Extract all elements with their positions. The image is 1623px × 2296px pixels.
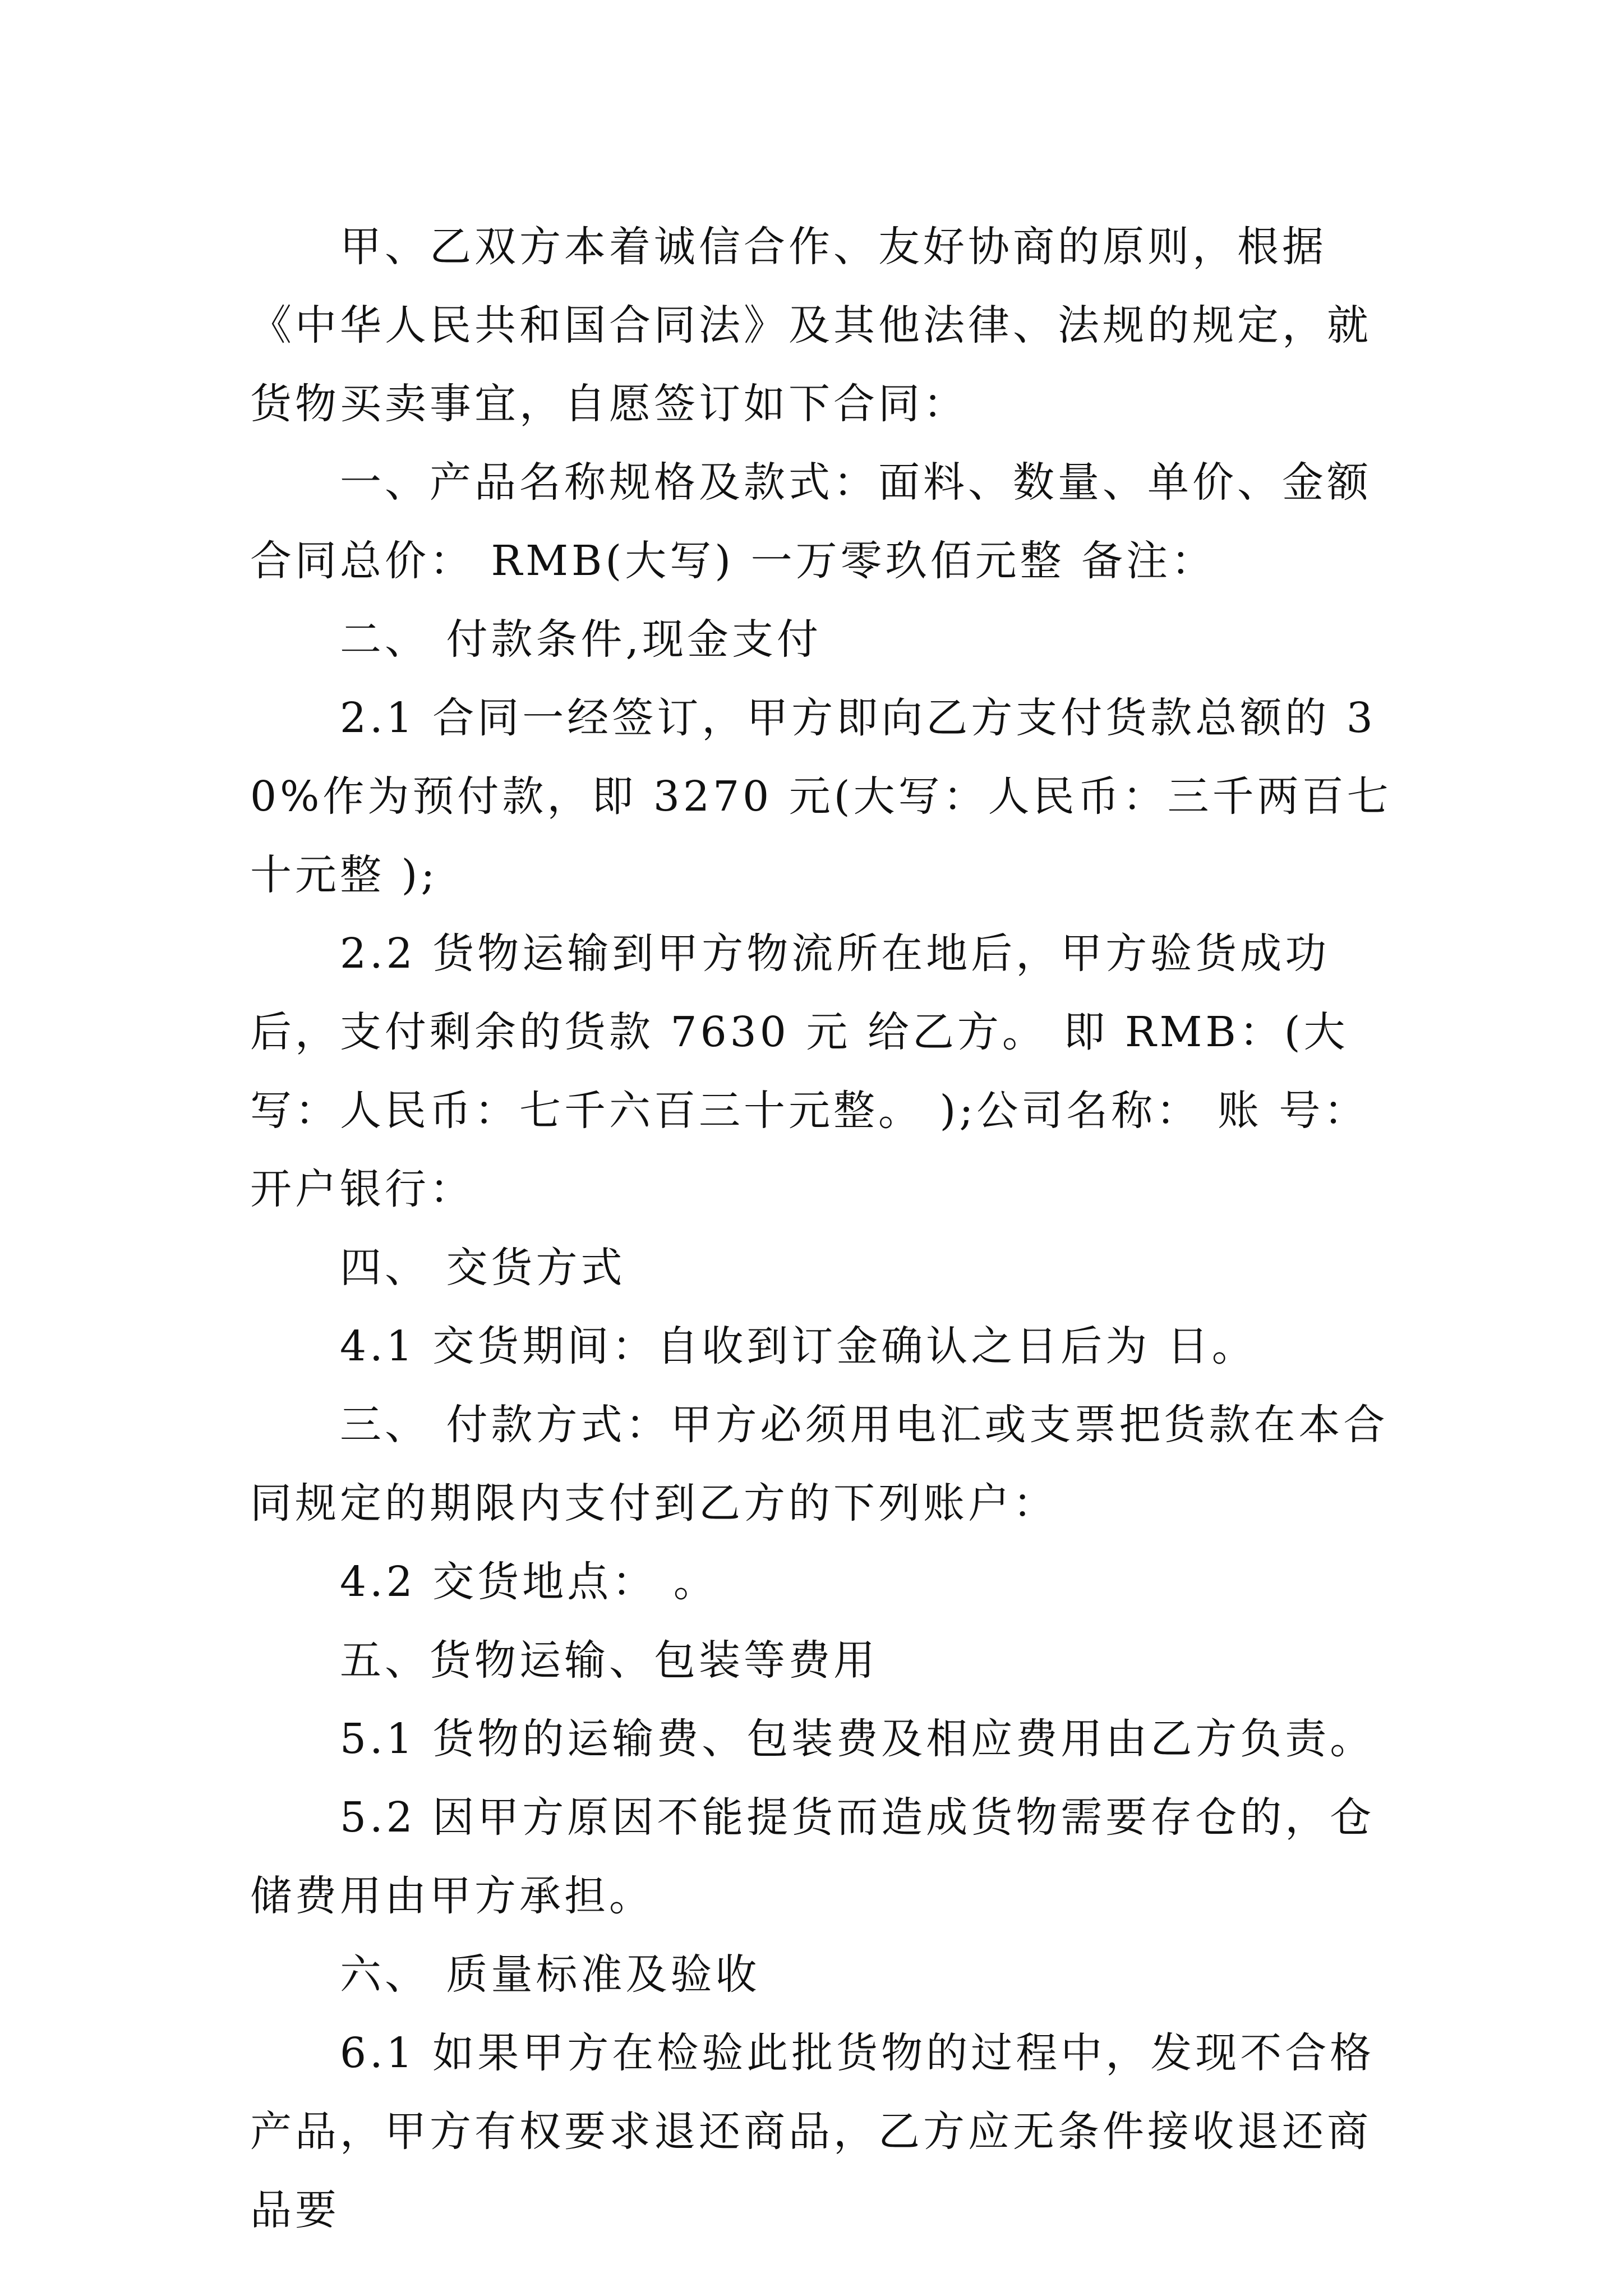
paragraph-clause-2-2: 2.2 货物运输到甲方物流所在地后，甲方验货成功后，支付剩余的货款 7630 元 给乙方。 即 RMB：(大写：人民币：七千六百三十元整。 );公司名称： 账 号：开户银行： bbox=[250, 930, 1369, 1213]
paragraph-clause-5-1: 5.1 货物的运输费、包装费及相应费用由乙方负责。 bbox=[340, 1715, 1375, 1763]
paragraph-clause-5-2: 5.2 因甲方原因不能提货而造成货物需要存仓的，仓储费用由甲方承担。 bbox=[250, 1793, 1375, 1920]
paragraph-clause-4-1: 4.1 交货期间：自收到订金确认之日后为 日。 bbox=[340, 1322, 1257, 1370]
paragraph-clause-2-1: 2.1 合同一经签订，甲方即向乙方支付货款总额的 30%作为预付款，即 3270 元(大写：人民币：三千两百七十元整 ); bbox=[250, 694, 1392, 899]
paragraph-section-6-heading: 六、 质量标准及验收 bbox=[340, 1950, 760, 1999]
paragraph-section-4-heading: 四、 交货方式 bbox=[340, 1244, 626, 1292]
contract-body bbox=[250, 208, 1394, 2249]
paragraph-section-1: 一、产品名称规格及款式：面料、数量、单价、金额合同总价： RMB(大写) 一万零玖佰元整 备注： bbox=[250, 458, 1372, 585]
paragraph-section-3: 三、 付款方式：甲方必须用电汇或支票把货款在本合同规定的期限内支付到乙方的下列账户： bbox=[250, 1401, 1389, 1527]
paragraph-clause-6-1: 6.1 如果甲方在检验此批货物的过程中，发现不合格产品，甲方有权要求退还商品，乙方应无条件接收退还商品要 bbox=[250, 2029, 1375, 2234]
paragraph-section-5-heading: 五、货物运输、包装等费用 bbox=[340, 1636, 878, 1685]
paragraph-preamble: 甲、乙双方本着诚信合作、友好协商的原则，根据《中华人民共和国合同法》及其他法律、法规的规定，就货物买卖事宜，自愿签订如下合同： bbox=[250, 223, 1372, 428]
paragraph-section-2-heading: 二、 付款条件,现金支付 bbox=[340, 615, 822, 664]
paragraph-clause-4-2: 4.2 交货地点： 。 bbox=[340, 1558, 718, 1606]
